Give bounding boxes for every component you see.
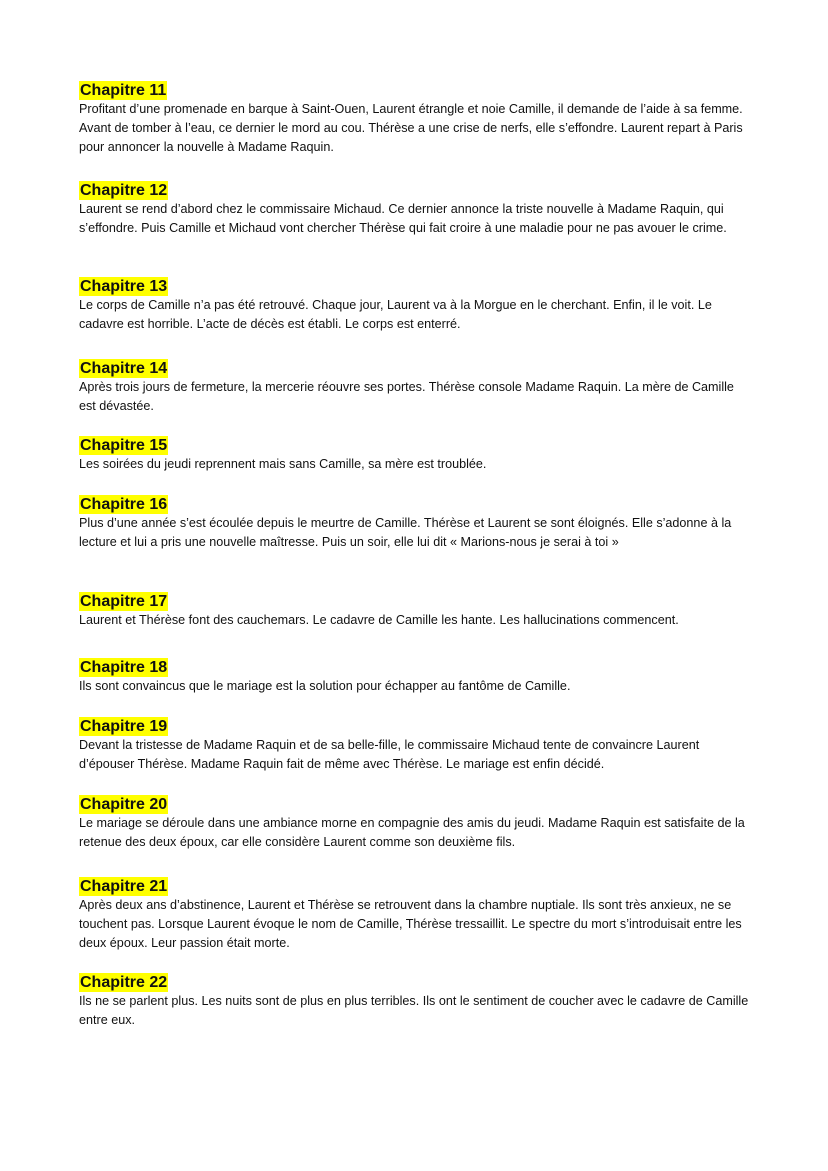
chapter-section [79, 277, 751, 334]
chapter-summary: Après trois jours de fermeture, la mercerie réouvre ses portes. Thérèse console Madame Raquin. La mère de Camille est dévastée. [79, 380, 734, 413]
chapter-heading: Chapitre 15 [80, 437, 168, 454]
chapter-section [79, 592, 751, 630]
chapter-heading: Chapitre 11 [80, 82, 167, 99]
chapter-section [79, 877, 751, 953]
chapter-heading: Chapitre 14 [80, 360, 168, 377]
chapter-section [79, 436, 751, 474]
chapter-section [79, 181, 751, 238]
chapter-heading: Chapitre 16 [80, 496, 168, 513]
chapter-summary: Le mariage se déroule dans une ambiance morne en compagnie des amis du jeudi. Madame Raquin est satisfaite de la retenue des deux époux, car elle considère Laurent comme son deuxième fils. [79, 816, 745, 849]
chapter-summary: Plus d’une année s’est écoulée depuis le meurtre de Camille. Thérèse et Laurent se sont éloignés. Elle s’adonne à la lecture et lui a pris une nouvelle maîtresse. Puis un soir, elle lui dit « Marions-nous je serai à toi » [79, 516, 732, 549]
chapter-summary: Ils ne se parlent plus. Les nuits sont de plus en plus terribles. Ils ont le sentiment de coucher avec le cadavre de Camille entre eux. [79, 994, 749, 1027]
chapter-heading: Chapitre 17 [80, 593, 168, 610]
chapter-heading: Chapitre 19 [80, 718, 168, 735]
chapter-heading: Chapitre 20 [80, 796, 168, 813]
chapter-section [79, 81, 751, 157]
chapter-summary: Les soirées du jeudi reprennent mais sans Camille, sa mère est troublée. [79, 457, 487, 471]
chapter-heading: Chapitre 22 [80, 974, 168, 991]
chapter-heading: Chapitre 18 [80, 659, 168, 676]
chapter-summary: Le corps de Camille n’a pas été retrouvé. Chaque jour, Laurent va à la Morgue en le cherchant. Enfin, il le voit. Le cadavre est horrible. L’acte de décès est établi. Le corps est enterré. [79, 298, 712, 331]
chapter-summary: Ils sont convaincus que le mariage est la solution pour échapper au fantôme de Camille. [79, 679, 571, 693]
chapter-section [79, 973, 751, 1030]
chapter-summary: Laurent se rend d’abord chez le commissaire Michaud. Ce dernier annonce la triste nouvelle à Madame Raquin, qui s’effondre. Puis Camille et Michaud vont chercher Thérèse qui fait croire à une maladie pour ne pas avouer le crime. [79, 202, 727, 235]
chapter-section [79, 717, 751, 774]
chapter-section [79, 495, 751, 552]
chapter-summary: Profitant d’une promenade en barque à Saint-Ouen, Laurent étrangle et noie Camille, il demande de l’aide à sa femme. Avant de tomber à l’eau, ce dernier le mord au cou. Thérèse a une crise de nerfs, elle s’effondre. Laurent repart à Paris pour annoncer la nouvelle à Madame Raquin. [79, 102, 743, 154]
chapter-section [79, 359, 751, 416]
chapter-heading: Chapitre 21 [80, 878, 168, 895]
chapter-summary: Devant la tristesse de Madame Raquin et de sa belle-fille, le commissaire Michaud tente de convaincre Laurent d’épouser Thérèse. Madame Raquin fait de même avec Thérèse. Le mariage est enfin décidé. [79, 738, 700, 771]
chapter-heading: Chapitre 13 [80, 278, 168, 295]
chapter-summary: Après deux ans d’abstinence, Laurent et Thérèse se retrouvent dans la chambre nuptiale. Ils sont très anxieux, ne se touchent pas. Lorsque Laurent évoque le nom de Camille, Thérèse tressaillit. Le spectre du mort s’introduisait entre les deux époux. Leur passion était morte. [79, 898, 742, 950]
chapter-heading: Chapitre 12 [80, 182, 168, 199]
chapter-section [79, 658, 751, 696]
chapter-section [79, 795, 751, 852]
chapter-summary: Laurent et Thérèse font des cauchemars. Le cadavre de Camille les hante. Les hallucinations commencent. [79, 613, 679, 627]
